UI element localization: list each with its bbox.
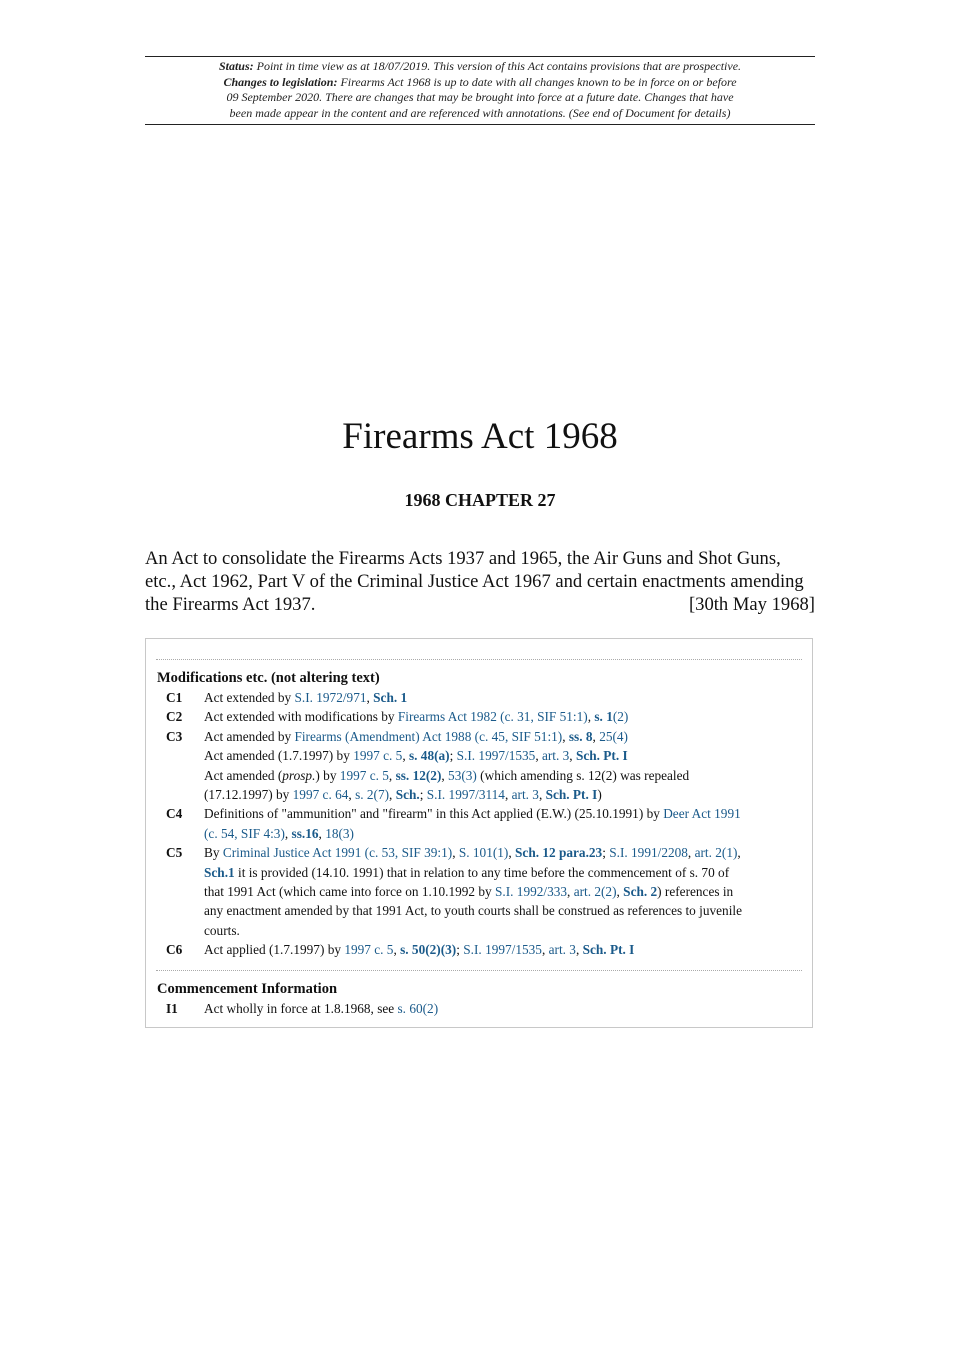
link-art-2-1[interactable]: art. 2(1) — [694, 845, 738, 861]
link-art-3[interactable]: art. 3 — [541, 748, 570, 764]
changes-text: Firearms Act 1968 is up to date with all changes known to be in force on or before — [337, 74, 737, 89]
annotation-text: ) references in — [657, 884, 734, 899]
annotation-text: ; — [602, 845, 610, 861]
annotation-text: , — [388, 767, 396, 783]
dotted-divider — [156, 970, 802, 971]
annotation-text: ; — [456, 942, 464, 958]
link-s-2-7[interactable]: s. 2(7) — [355, 787, 390, 803]
link-1997-c5[interactable]: 1997 c. 5 — [353, 748, 403, 764]
commencement-heading: Commencement Information — [157, 981, 338, 997]
annotation-text: , — [592, 728, 600, 744]
annotation-text: , — [452, 845, 459, 861]
link-ss-16[interactable]: ss.16 — [291, 825, 319, 841]
link-25-4[interactable]: 25(4) — [599, 728, 628, 744]
annotation-label: C3 — [166, 728, 183, 744]
link-s-60-2[interactable]: s. 60(2) — [397, 1001, 439, 1016]
link-53-3[interactable]: 53(3) — [448, 767, 477, 783]
link-1997-c5[interactable]: 1997 c. 5 — [344, 942, 394, 958]
annotation-text: , — [587, 709, 595, 725]
link-criminal-justice-act-1991[interactable]: Criminal Justice Act 1991 (c. 53, SIF 39:1) — [222, 845, 453, 861]
annotation-text: , — [538, 787, 546, 803]
link-s-1[interactable]: s. 1 — [594, 709, 613, 725]
link-18-3[interactable]: 18(3) — [325, 825, 354, 841]
annotation-text: prosp. — [282, 767, 316, 783]
link-ss-8[interactable]: ss. 8 — [568, 728, 593, 744]
status-banner — [145, 56, 815, 125]
link-art-3[interactable]: art. 3 — [548, 942, 576, 958]
annotation-text: ; — [419, 787, 427, 803]
annotation-text: courts. — [204, 922, 240, 938]
annotation-text: any enactment amended by that 1991 Act, to youth courts shall be construed as references to juvenile — [204, 903, 742, 919]
link-sch-2[interactable]: Sch. 2 — [623, 884, 658, 899]
link-firearms-amendment-act-1988[interactable]: Firearms (Amendment) Act 1988 (c. 45, SIF 51:1) — [294, 728, 563, 744]
annotation-text: ) by — [315, 767, 340, 783]
annotation-text: Act amended (1.7.1997) by — [204, 748, 354, 764]
annotation-label: C4 — [166, 806, 183, 822]
annotation-text: , — [389, 787, 396, 803]
link-s-101-1[interactable]: S. 101(1) — [458, 845, 509, 861]
annotation-text: (17.12.1997) by — [204, 787, 293, 803]
annotation-text: Act amended by — [204, 728, 295, 744]
long-title-line: the Firearms Act 1937. — [145, 594, 316, 615]
annotation-text: , — [569, 748, 576, 764]
link-si-1991-2208[interactable]: S.I. 1991/2208 — [609, 845, 688, 861]
changes-label: Changes to legislation: — [223, 74, 338, 89]
annotation-text: ) — [597, 787, 602, 803]
annotation-label: C5 — [166, 845, 183, 861]
link-s-48a[interactable]: s. 48(a) — [408, 748, 450, 764]
long-title-line: etc., Act 1962, Part V of the Criminal Justice Act 1967 and certain enactments amending — [145, 571, 804, 592]
annotation-text: By — [204, 845, 223, 861]
link-art-3[interactable]: art. 3 — [511, 787, 539, 803]
annotations-box — [145, 638, 813, 1028]
link-art-2-2[interactable]: art. 2(2) — [573, 884, 617, 899]
link-subsection-2[interactable]: (2) — [612, 709, 629, 725]
annotation-text: it is provided (14.10. 1991) that in relation to any time before the commencement of s. 70 of — [234, 864, 730, 880]
annotation-label: C1 — [166, 690, 183, 705]
modifications-heading: Modifications etc. (not altering text) — [157, 670, 380, 686]
annotation-text: Act wholly in force at 1.8.1968, see — [204, 1001, 398, 1016]
annotation-text: , — [535, 748, 542, 764]
chapter-number: 1968 CHAPTER 27 — [404, 490, 556, 510]
link-si-1997-1535[interactable]: S.I. 1997/1535 — [463, 942, 542, 958]
link-si-1997-1535[interactable]: S.I. 1997/1535 — [456, 748, 536, 764]
annotation-text: ; — [449, 748, 457, 764]
link-s-50-2-3[interactable]: s. 50(2)(3) — [400, 942, 457, 958]
link-si-1992-333[interactable]: S.I. 1992/333 — [495, 884, 568, 899]
annotation-label: I1 — [166, 1001, 178, 1016]
annotation-text: Act applied (1.7.1997) by — [204, 942, 345, 958]
link-sch-pt-i[interactable]: Sch. Pt. I — [575, 748, 628, 764]
link-si-1997-3114[interactable]: S.I. 1997/3114 — [426, 787, 505, 803]
link-sch-1[interactable]: Sch.1 — [204, 864, 235, 880]
status-label: Status: — [218, 59, 254, 73]
royal-assent-date: [30th May 1968] — [688, 594, 815, 615]
annotation-text: , — [541, 942, 549, 958]
annotation-text: , — [567, 884, 574, 899]
status-text: Point in time view as at 18/07/2019. This version of this Act contains provisions that are prospective. — [253, 59, 742, 73]
annotation-text: , — [366, 690, 374, 705]
long-title — [145, 547, 815, 616]
annotation-text: that 1991 Act (which came into force on 1.10.1992 by — [204, 884, 495, 899]
annotation-text: , — [393, 942, 401, 958]
annotation-text: Definitions of "ammunition" and "firearm" in this Act applied (E.W.) (25.10.1991) by — [204, 806, 664, 822]
changes-text-3: been made appear in the content and are referenced with annotations. (See end of Document for details) — [229, 105, 731, 120]
annotation-text: (which amending s. 12(2) was repealed — [476, 767, 690, 783]
annotation-text: , — [318, 825, 326, 841]
annotation-text: , — [402, 748, 409, 764]
link-deer-act-citation[interactable]: (c. 54, SIF 4:3) — [204, 825, 285, 841]
annotation-label: C6 — [166, 942, 183, 958]
link-sch-1[interactable]: Sch. 1 — [373, 690, 408, 705]
annotation-text: , — [616, 884, 624, 899]
link-sch[interactable]: Sch. — [395, 787, 420, 803]
annotation-text: , — [508, 845, 516, 861]
long-title-line: An Act to consolidate the Firearms Acts 1937 and 1965, the Air Guns and Shot Guns, — [145, 548, 781, 569]
changes-text-2: 09 September 2020. There are changes that may be brought into force at a future date. Changes that have — [226, 90, 734, 104]
annotation-text: , — [687, 845, 695, 861]
annotation-text: Act extended by — [204, 690, 295, 705]
link-si-1972-971[interactable]: S.I. 1972/971 — [294, 690, 367, 705]
annotation-text: , — [348, 787, 356, 803]
annotation-text: , — [562, 728, 569, 744]
link-sch-pt-i[interactable]: Sch. Pt. I — [582, 942, 635, 958]
annotation-text: Act extended with modifications by — [204, 709, 398, 725]
annotation-text: , — [504, 787, 512, 803]
link-sch-12-para-23[interactable]: Sch. 12 para.23 — [515, 845, 603, 861]
annotation-text: Act amended ( — [204, 767, 283, 783]
link-sch-pt-i[interactable]: Sch. Pt. I — [545, 787, 598, 803]
dotted-divider — [156, 659, 802, 660]
annotation-label: C2 — [166, 709, 183, 725]
act-title: Firearms Act 1968 — [342, 416, 618, 457]
annotation-text: , — [737, 845, 741, 861]
link-1997-c5[interactable]: 1997 c. 5 — [339, 767, 389, 783]
link-firearms-act-1982[interactable]: Firearms Act 1982 (c. 31, SIF 51:1) — [397, 709, 588, 725]
link-1997-c64[interactable]: 1997 c. 64 — [292, 787, 349, 803]
annotation-text: , — [441, 767, 449, 783]
link-deer-act-1991[interactable]: Deer Act 1991 — [663, 806, 741, 822]
annotation-text: , — [575, 942, 583, 958]
annotation-text: , — [284, 825, 292, 841]
link-ss-12-2[interactable]: ss. 12(2) — [395, 767, 442, 783]
